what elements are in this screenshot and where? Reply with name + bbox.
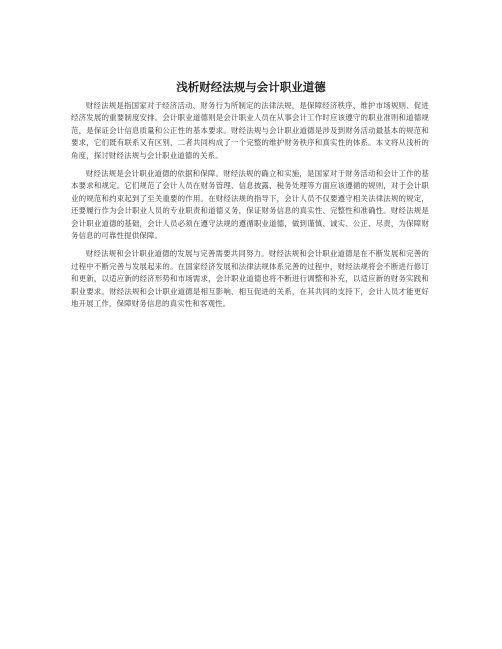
paragraph-1: 财经法规是指国家对于经济活动、财务行为所制定的法律法规，是保障经济秩序、维护市场规则、促进经济发展的重要制度安排。会计职业道德则是会计职业人员在从事会计工作时应该遵守的职业准则和道德规范，是保证会计信息质量和公正性的基本要求。财经法规与会计职业道德是涉及到财务活动最基本的规范和要求，它们既有联系又有区别，二者共同构成了一个完整的维护财务秩序和真实性的体系。本文将从浅析的角度，探讨财经法规与会计职业道德的关系。 [71, 101, 429, 160]
document-body [71, 100, 429, 317]
paragraph-3: 财经法规和会计职业道德的发展与完善需要共同努力。财经法规和会计职业道德是在不断发展和完善的过程中不断完善与发展起来的。在国家经济发展和法律法规体系完善的过程中，财经法规将会不断进行修订和更新，以适应新的经济形势和市场需求，会计职业道德也将不断进行调整和补充，以适应新的财务实践和职业要求。财经法规和会计职业道德是相互影响、相互促进的关系，在其共同的支持下，会计人员才能更好地开展工作，保障财务信息的真实性和客观性。 [71, 249, 429, 309]
document-title: 浅析财经法规与会计职业道德 [176, 80, 326, 94]
paragraph-2: 财经法规是会计职业道德的依据和保障。财经法规的确立和实施，是国家对于财务活动和会计工作的基本要求和规定。它们规范了会计人员在财务管理、信息披露、税务处理等方面应该遵循的规则，对于会计职业的规范和约束起到了至关重要的作用。在财经法规的指导下，会计人员不仅要遵守相关法律法规的规定，还要履行作为会计职业人员的专业职责和道德义务，保证财务信息的真实性、完整性和准确性。财经法规是会计职业道德的基础，会计人员必须在遵守法规的遵循职业道德，做到谨慎、诚实、公正、尽责，为保障财务信息的可靠性提供保障。 [71, 169, 429, 241]
